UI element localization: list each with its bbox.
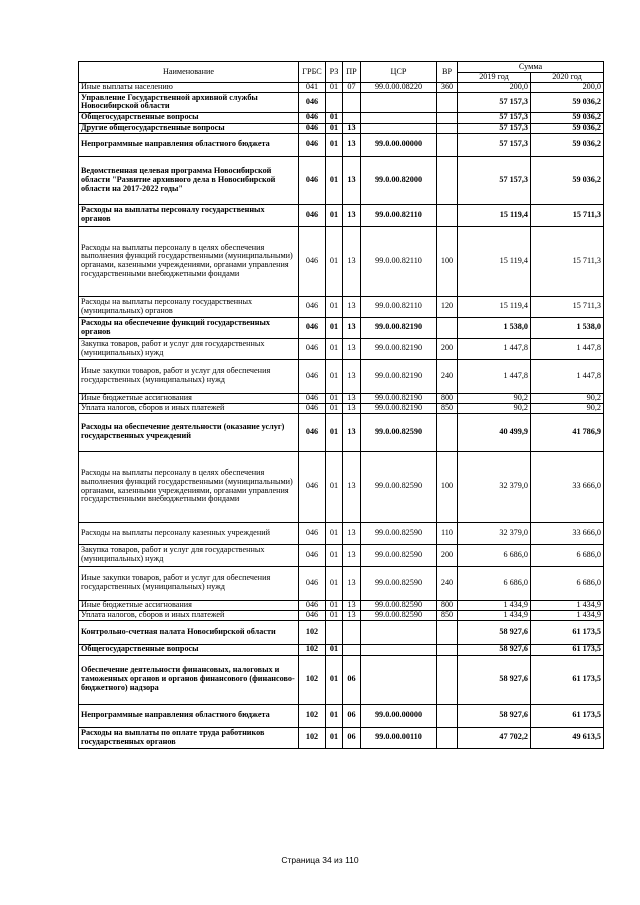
pr-cell: 13	[343, 338, 361, 359]
table-row	[79, 156, 604, 204]
amount-2020-cell: 1 434,9	[531, 600, 604, 610]
vr-cell	[437, 620, 458, 644]
amount-2019-cell: 6 686,0	[458, 544, 531, 566]
amount-2019-cell: 1 434,9	[458, 610, 531, 620]
csr-cell	[361, 644, 437, 655]
vr-cell	[437, 413, 458, 451]
csr-cell: 99.0.00.82590	[361, 600, 437, 610]
csr-cell: 99.0.00.82190	[361, 403, 437, 413]
vr-cell	[437, 112, 458, 123]
rz-cell: 01	[326, 522, 343, 544]
vr-cell	[437, 704, 458, 727]
rz-cell: 01	[326, 338, 343, 359]
amount-2019-cell: 15 119,4	[458, 226, 531, 296]
table-row	[79, 338, 604, 359]
amount-2019-cell: 58 927,6	[458, 644, 531, 655]
rz-cell: 01	[326, 544, 343, 566]
grbs-cell: 046	[299, 522, 326, 544]
amount-2020-cell: 59 036,2	[531, 123, 604, 133]
pr-cell	[343, 92, 361, 112]
grbs-cell: 046	[299, 413, 326, 451]
csr-cell: 99.0.00.00000	[361, 704, 437, 727]
amount-2020-cell: 33 666,0	[531, 451, 604, 522]
amount-2020-cell: 15 711,3	[531, 204, 604, 226]
amount-2019-cell: 57 157,3	[458, 156, 531, 204]
amount-2019-cell: 32 379,0	[458, 451, 531, 522]
rz-cell: 01	[326, 600, 343, 610]
amount-2020-cell: 33 666,0	[531, 522, 604, 544]
vr-cell: 360	[437, 83, 458, 93]
pr-cell: 06	[343, 655, 361, 704]
amount-2020-cell: 59 036,2	[531, 112, 604, 123]
row-name-cell: Общегосударственные вопросы	[79, 644, 299, 655]
rz-cell: 01	[326, 296, 343, 317]
pr-cell	[343, 620, 361, 644]
table-row	[79, 112, 604, 123]
csr-cell	[361, 123, 437, 133]
header-pr: ПР	[343, 62, 361, 83]
rz-cell	[326, 620, 343, 644]
rz-cell: 01	[326, 644, 343, 655]
amount-2019-cell: 1 538,0	[458, 317, 531, 338]
table-row	[79, 83, 604, 93]
csr-cell: 99.0.00.82110	[361, 226, 437, 296]
row-name-cell: Расходы на обеспечение функций государственных органов	[79, 317, 299, 338]
csr-cell: 99.0.00.82590	[361, 451, 437, 522]
vr-cell: 850	[437, 610, 458, 620]
row-name-cell: Другие общегосударственные вопросы	[79, 123, 299, 133]
amount-2020-cell: 59 036,2	[531, 133, 604, 156]
rz-cell: 01	[326, 413, 343, 451]
amount-2019-cell: 90,2	[458, 393, 531, 403]
grbs-cell: 046	[299, 296, 326, 317]
grbs-cell: 046	[299, 610, 326, 620]
amount-2020-cell: 61 173,5	[531, 704, 604, 727]
csr-cell: 99.0.00.08220	[361, 83, 437, 93]
row-name-cell: Контрольно-счетная палата Новосибирской области	[79, 620, 299, 644]
table-body	[79, 83, 604, 749]
csr-cell	[361, 112, 437, 123]
amount-2020-cell: 15 711,3	[531, 226, 604, 296]
table-row	[79, 522, 604, 544]
vr-cell: 240	[437, 566, 458, 600]
grbs-cell: 041	[299, 83, 326, 93]
csr-cell: 99.0.00.82190	[361, 359, 437, 393]
amount-2020-cell: 41 786,9	[531, 413, 604, 451]
header-rz: РЗ	[326, 62, 343, 83]
pr-cell: 13	[343, 522, 361, 544]
grbs-cell: 046	[299, 133, 326, 156]
amount-2019-cell: 32 379,0	[458, 522, 531, 544]
table-row	[79, 413, 604, 451]
amount-2020-cell: 1 434,9	[531, 610, 604, 620]
row-name-cell: Закупка товаров, работ и услуг для государственных (муниципальных) нужд	[79, 544, 299, 566]
amount-2019-cell: 15 119,4	[458, 204, 531, 226]
row-name-cell: Непрограммные направления областного бюджета	[79, 704, 299, 727]
pr-cell: 13	[343, 413, 361, 451]
header-csr: ЦСР	[361, 62, 437, 83]
amount-2019-cell: 1 447,8	[458, 359, 531, 393]
amount-2019-cell: 200,0	[458, 83, 531, 93]
rz-cell: 01	[326, 704, 343, 727]
amount-2019-cell: 58 927,6	[458, 620, 531, 644]
row-name-cell: Иные закупки товаров, работ и услуг для обеспечения государственных (муниципальных) нужд	[79, 359, 299, 393]
amount-2020-cell: 1 538,0	[531, 317, 604, 338]
page-footer: Страница 34 из 110	[281, 855, 359, 865]
vr-cell: 240	[437, 359, 458, 393]
csr-cell: 99.0.00.82110	[361, 204, 437, 226]
row-name-cell: Закупка товаров, работ и услуг для государственных (муниципальных) нужд	[79, 338, 299, 359]
table-row	[79, 403, 604, 413]
rz-cell: 01	[326, 393, 343, 403]
vr-cell: 850	[437, 403, 458, 413]
table-row	[79, 566, 604, 600]
grbs-cell: 046	[299, 112, 326, 123]
table-row	[79, 451, 604, 522]
amount-2020-cell: 61 173,5	[531, 620, 604, 644]
vr-cell	[437, 204, 458, 226]
table-row	[79, 226, 604, 296]
amount-2019-cell: 57 157,3	[458, 133, 531, 156]
rz-cell: 01	[326, 156, 343, 204]
grbs-cell: 046	[299, 123, 326, 133]
row-name-cell: Непрограммные направления областного бюджета	[79, 133, 299, 156]
rz-cell: 01	[326, 133, 343, 156]
amount-2020-cell: 59 036,2	[531, 92, 604, 112]
rz-cell: 01	[326, 123, 343, 133]
csr-cell: 99.0.00.82590	[361, 566, 437, 600]
grbs-cell: 102	[299, 620, 326, 644]
amount-2019-cell: 90,2	[458, 403, 531, 413]
table-row	[79, 544, 604, 566]
pr-cell: 13	[343, 359, 361, 393]
grbs-cell: 046	[299, 226, 326, 296]
row-name-cell: Иные закупки товаров, работ и услуг для обеспечения государственных (муниципальных) нужд	[79, 566, 299, 600]
amount-2020-cell: 49 613,5	[531, 727, 604, 748]
row-name-cell: Иные бюджетные ассигнования	[79, 393, 299, 403]
amount-2020-cell: 61 173,5	[531, 655, 604, 704]
rz-cell: 01	[326, 610, 343, 620]
amount-2020-cell: 200,0	[531, 83, 604, 93]
csr-cell: 99.0.00.82590	[361, 544, 437, 566]
pr-cell: 13	[343, 226, 361, 296]
pr-cell: 13	[343, 403, 361, 413]
grbs-cell: 046	[299, 544, 326, 566]
amount-2019-cell: 1 434,9	[458, 600, 531, 610]
vr-cell	[437, 644, 458, 655]
header-vr: ВР	[437, 62, 458, 83]
pr-cell: 13	[343, 451, 361, 522]
rz-cell: 01	[326, 359, 343, 393]
csr-cell: 99.0.00.82590	[361, 413, 437, 451]
csr-cell: 99.0.00.82110	[361, 296, 437, 317]
vr-cell	[437, 92, 458, 112]
amount-2019-cell: 6 686,0	[458, 566, 531, 600]
table-row	[79, 727, 604, 748]
table-row	[79, 610, 604, 620]
table-row	[79, 644, 604, 655]
csr-cell	[361, 92, 437, 112]
grbs-cell: 046	[299, 393, 326, 403]
header-2020: 2020 год	[531, 73, 604, 83]
row-name-cell: Ведомственная целевая программа Новосибирской области "Развитие архивного дела в Новосибирской области на 2017-2022 годы"	[79, 156, 299, 204]
row-name-cell: Расходы на выплаты персоналу в целях обеспечения выполнения функций государственными (муниципальными) органами, казенными учреждениями, органами управления государственными внебюджетными фондами	[79, 226, 299, 296]
amount-2020-cell: 6 686,0	[531, 566, 604, 600]
row-name-cell: Обеспечение деятельности финансовых, налоговых и таможенных органов и органов финансового (финансово-бюджетного) надзора	[79, 655, 299, 704]
vr-cell	[437, 156, 458, 204]
grbs-cell: 102	[299, 644, 326, 655]
pr-cell: 13	[343, 156, 361, 204]
table-row	[79, 204, 604, 226]
grbs-cell: 046	[299, 359, 326, 393]
pr-cell	[343, 644, 361, 655]
row-name-cell: Расходы на выплаты персоналу государственных органов	[79, 204, 299, 226]
rz-cell: 01	[326, 451, 343, 522]
pr-cell	[343, 112, 361, 123]
row-name-cell: Иные выплаты населению	[79, 83, 299, 93]
table-row	[79, 620, 604, 644]
grbs-cell: 102	[299, 704, 326, 727]
amount-2019-cell: 1 447,8	[458, 338, 531, 359]
amount-2019-cell: 57 157,3	[458, 112, 531, 123]
row-name-cell: Расходы на выплаты персоналу казенных учреждений	[79, 522, 299, 544]
vr-cell: 200	[437, 544, 458, 566]
row-name-cell: Уплата налогов, сборов и иных платежей	[79, 610, 299, 620]
pr-cell: 13	[343, 123, 361, 133]
header-2019: 2019 год	[458, 73, 531, 83]
csr-cell: 99.0.00.82190	[361, 338, 437, 359]
rz-cell	[326, 92, 343, 112]
grbs-cell: 102	[299, 727, 326, 748]
csr-cell: 99.0.00.82190	[361, 317, 437, 338]
pr-cell: 13	[343, 600, 361, 610]
amount-2019-cell: 57 157,3	[458, 123, 531, 133]
table-row	[79, 393, 604, 403]
amount-2020-cell: 90,2	[531, 393, 604, 403]
header-name: Наименование	[79, 62, 299, 83]
budget-table	[78, 61, 604, 749]
row-name-cell: Расходы на выплаты по оплате труда работников государственных органов	[79, 727, 299, 748]
pr-cell: 13	[343, 393, 361, 403]
csr-cell	[361, 655, 437, 704]
amount-2020-cell: 15 711,3	[531, 296, 604, 317]
amount-2019-cell: 57 157,3	[458, 92, 531, 112]
table-row	[79, 296, 604, 317]
grbs-cell: 046	[299, 403, 326, 413]
csr-cell: 99.0.00.82590	[361, 610, 437, 620]
rz-cell: 01	[326, 226, 343, 296]
row-name-cell: Расходы на обеспечение деятельности (оказание услуг) государственных учреждений	[79, 413, 299, 451]
csr-cell: 99.0.00.00000	[361, 133, 437, 156]
vr-cell	[437, 133, 458, 156]
amount-2020-cell: 59 036,2	[531, 156, 604, 204]
amount-2020-cell: 6 686,0	[531, 544, 604, 566]
vr-cell	[437, 655, 458, 704]
pr-cell: 07	[343, 83, 361, 93]
grbs-cell: 046	[299, 204, 326, 226]
row-name-cell: Расходы на выплаты персоналу в целях обеспечения выполнения функций государственными (муниципальными) органами, казенными учреждениями, органами управления государственными внебюджетными фондами	[79, 451, 299, 522]
grbs-cell: 046	[299, 92, 326, 112]
pr-cell: 13	[343, 566, 361, 600]
grbs-cell: 046	[299, 338, 326, 359]
vr-cell: 800	[437, 600, 458, 610]
table-row	[79, 655, 604, 704]
table-row	[79, 600, 604, 610]
rz-cell: 01	[326, 204, 343, 226]
amount-2020-cell: 90,2	[531, 403, 604, 413]
csr-cell	[361, 620, 437, 644]
grbs-cell: 046	[299, 566, 326, 600]
amount-2019-cell: 15 119,4	[458, 296, 531, 317]
grbs-cell: 046	[299, 156, 326, 204]
amount-2019-cell: 58 927,6	[458, 655, 531, 704]
pr-cell: 13	[343, 317, 361, 338]
amount-2019-cell: 58 927,6	[458, 704, 531, 727]
vr-cell	[437, 317, 458, 338]
pr-cell: 13	[343, 296, 361, 317]
csr-cell: 99.0.00.00110	[361, 727, 437, 748]
vr-cell: 100	[437, 226, 458, 296]
header-sum: Сумма	[458, 62, 604, 73]
rz-cell: 01	[326, 655, 343, 704]
table-row	[79, 123, 604, 133]
row-name-cell: Расходы на выплаты персоналу государственных (муниципальных) органов	[79, 296, 299, 317]
csr-cell: 99.0.00.82000	[361, 156, 437, 204]
row-name-cell: Общегосударственные вопросы	[79, 112, 299, 123]
rz-cell: 01	[326, 403, 343, 413]
amount-2020-cell: 61 173,5	[531, 644, 604, 655]
vr-cell: 800	[437, 393, 458, 403]
csr-cell: 99.0.00.82190	[361, 393, 437, 403]
row-name-cell: Управление Государственной архивной службы Новосибирской области	[79, 92, 299, 112]
amount-2019-cell: 40 499,9	[458, 413, 531, 451]
pr-cell: 13	[343, 204, 361, 226]
rz-cell: 01	[326, 112, 343, 123]
grbs-cell: 046	[299, 600, 326, 610]
grbs-cell: 102	[299, 655, 326, 704]
table-row	[79, 704, 604, 727]
csr-cell: 99.0.00.82590	[361, 522, 437, 544]
pr-cell: 13	[343, 610, 361, 620]
pr-cell: 13	[343, 544, 361, 566]
rz-cell: 01	[326, 317, 343, 338]
vr-cell	[437, 123, 458, 133]
vr-cell: 200	[437, 338, 458, 359]
pr-cell: 06	[343, 727, 361, 748]
amount-2020-cell: 1 447,8	[531, 338, 604, 359]
grbs-cell: 046	[299, 317, 326, 338]
amount-2019-cell: 47 702,2	[458, 727, 531, 748]
table-row	[79, 359, 604, 393]
table-row	[79, 92, 604, 112]
row-name-cell: Уплата налогов, сборов и иных платежей	[79, 403, 299, 413]
rz-cell: 01	[326, 727, 343, 748]
table-row	[79, 133, 604, 156]
amount-2020-cell: 1 447,8	[531, 359, 604, 393]
rz-cell: 01	[326, 566, 343, 600]
vr-cell: 100	[437, 451, 458, 522]
pr-cell: 06	[343, 704, 361, 727]
row-name-cell: Иные бюджетные ассигнования	[79, 600, 299, 610]
grbs-cell: 046	[299, 451, 326, 522]
vr-cell	[437, 727, 458, 748]
pr-cell: 13	[343, 133, 361, 156]
vr-cell: 110	[437, 522, 458, 544]
table-row	[79, 317, 604, 338]
header-grbs: ГРБС	[299, 62, 326, 83]
rz-cell: 01	[326, 83, 343, 93]
vr-cell: 120	[437, 296, 458, 317]
